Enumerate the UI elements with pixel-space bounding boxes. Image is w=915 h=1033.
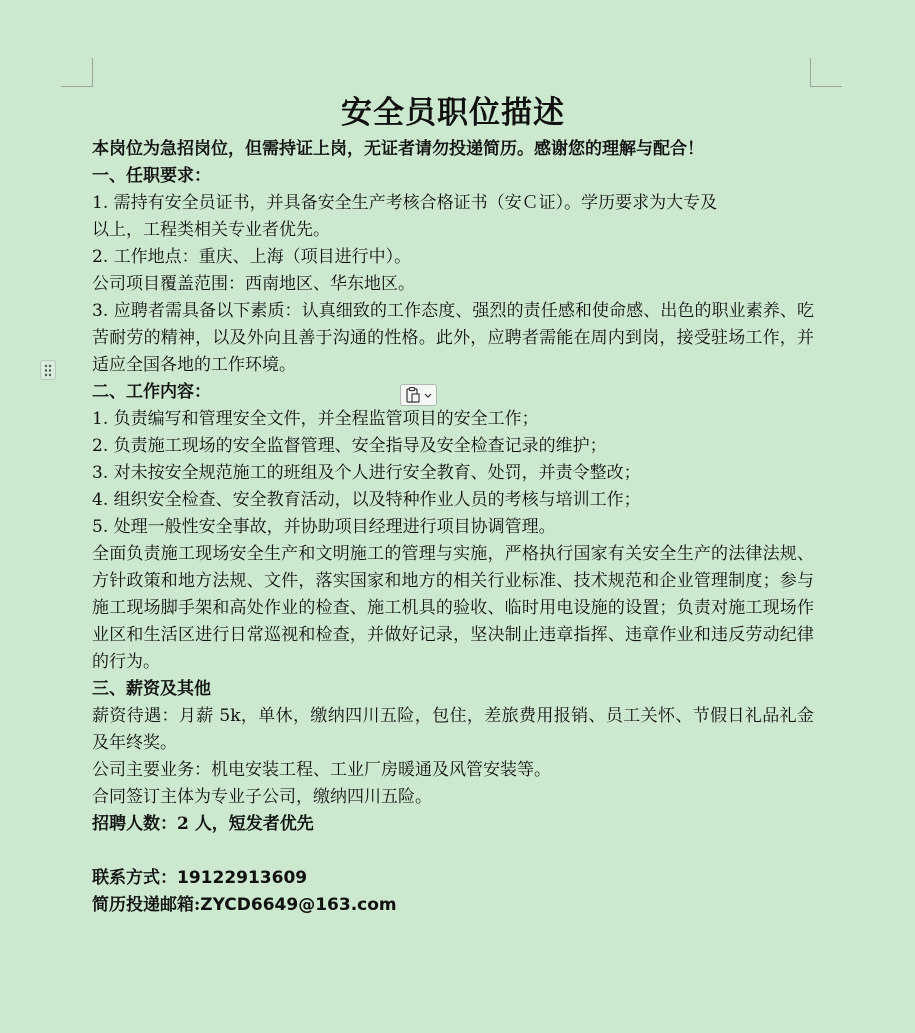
duty-item-4: 4. 组织安全检查、安全教育活动，以及特种作业人员的考核与培训工作； <box>92 490 641 510</box>
duty-item-5: 5. 处理一般性安全事故，并协助项目经理进行项目协调管理。 <box>92 517 556 537</box>
section-heading-requirements: 一、任职要求： <box>92 166 211 186</box>
document-body[interactable] <box>92 92 814 919</box>
requirement-item-2: 2. 工作地点：重庆、上海（项目进行中）。 <box>92 247 412 267</box>
contact-email-label: 简历投递邮箱: <box>92 895 201 915</box>
urgent-notice: 本岗位为急招岗位，但需持证上岗，无证者请勿投递简历。感谢您的理解与配合！ <box>92 139 704 159</box>
document-title: 安全员职位描述 <box>341 95 565 131</box>
paragraph-drag-handle[interactable] <box>40 360 56 380</box>
contract-entity: 合同签订主体为专业子公司，缴纳四川五险。 <box>92 787 432 807</box>
contact-phone: 19122913609 <box>177 868 308 888</box>
duty-item-2: 2. 负责施工现场的安全监督管理、安全指导及安全检查记录的维护； <box>92 436 607 456</box>
page-corner-top-left <box>61 58 93 87</box>
drag-handle-icon <box>44 364 52 377</box>
duty-item-3: 3. 对未按安全规范施工的班组及个人进行安全教育、处罚，并责令整改； <box>92 463 641 483</box>
duties-summary: 全面负责施工现场安全生产和文明施工的管理与实施，严格执行国家有关安全生产的法律法规、方针政策和地方法规、文件，落实国家和地方的相关行业标准、技术规范和企业管理制度；参与施工现场脚手架和高处作业的检查、施工机具的验收、临时用电设施的设置；负责对施工现场作业区和生活区进行日常巡视和检查，并做好记录，坚决制止违章指挥、违章作业和违反劳动纪律的行为。 <box>92 544 814 672</box>
requirement-item-1-line-1: 1. 需持有安全员证书，并具备安全生产考核合格证书（安Ｃ证）。学历要求为大专及 <box>92 193 718 213</box>
blank-line <box>92 838 814 865</box>
requirement-item-1-line-2: 以上，工程类相关专业者优先。 <box>92 220 330 240</box>
section-heading-salary: 三、薪资及其他 <box>92 679 211 699</box>
duty-item-1: 1. 负责编写和管理安全文件，并全程监管项目的安全工作； <box>92 409 539 429</box>
contact-phone-label: 联系方式： <box>92 868 177 888</box>
headcount: 招聘人数：2 人，短发者优先 <box>92 814 314 834</box>
requirement-item-3: 3. 应聘者需具备以下素质：认真细致的工作态度、强烈的责任感和使命感、出色的职业素养、吃苦耐劳的精神，以及外向且善于沟通的性格。此外，应聘者需能在周内到岗，接受驻场工作，并适应全国各地的工作环境。 <box>92 301 814 375</box>
contact-email: ZYCD6649@163.com <box>200 895 397 915</box>
project-coverage: 公司项目覆盖范围：西南地区、华东地区。 <box>92 274 415 294</box>
salary-details: 薪资待遇：月薪 5k，单休，缴纳四川五险，包住，差旅费用报销、员工关怀、节假日礼品礼金及年终奖。 <box>92 706 814 753</box>
contact-phone-line <box>92 865 814 892</box>
section-heading-duties: 二、工作内容： <box>92 382 211 402</box>
page-corner-top-right <box>810 58 842 87</box>
company-business: 公司主要业务：机电安装工程、工业厂房暖通及风管安装等。 <box>92 760 551 780</box>
contact-email-line <box>92 892 814 919</box>
